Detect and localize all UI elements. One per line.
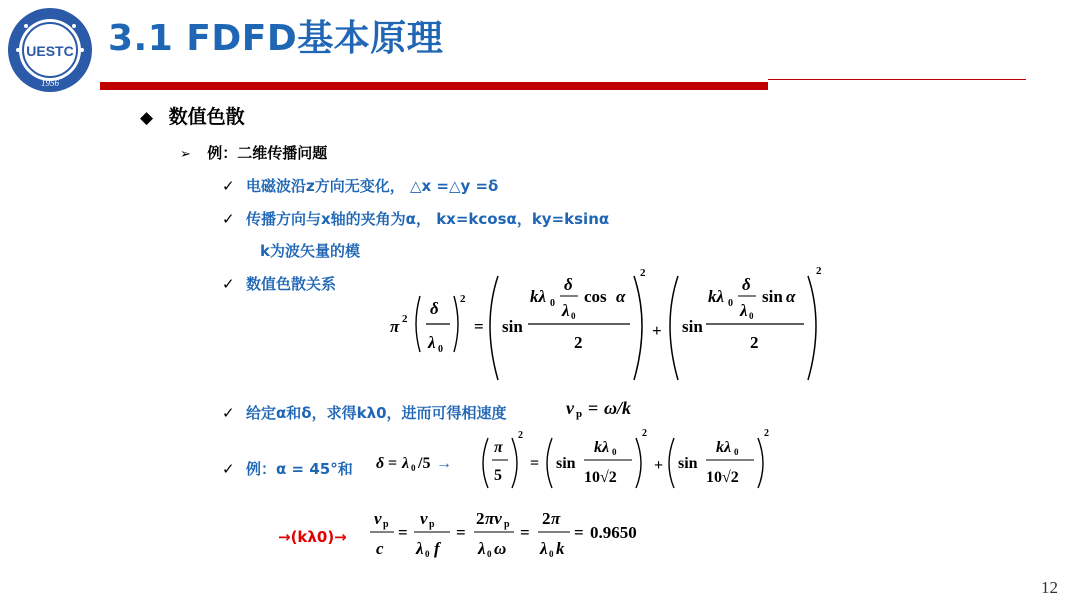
check-item-text: 给定α和δ，求得kλ0，进而可得相速度 [246, 404, 507, 422]
svg-text:p: p [576, 408, 583, 420]
svg-text:10√2: 10√2 [706, 469, 739, 486]
svg-text:α: α [616, 287, 626, 306]
check-icon: ✓ [222, 177, 235, 195]
svg-text:λ: λ [402, 455, 410, 472]
svg-text:π: π [390, 317, 400, 336]
svg-text:0: 0 [549, 549, 554, 559]
check-item-1 [222, 175, 498, 196]
check-item-text: 电磁波沿z方向无变化， △x =△y =δ [246, 177, 499, 195]
svg-text:λ: λ [540, 539, 548, 558]
svg-text:λ: λ [416, 539, 424, 558]
svg-text:δ: δ [376, 455, 385, 472]
logo-year: 1956 [41, 78, 59, 88]
svg-text:cos: cos [584, 287, 607, 306]
svg-text:c: c [376, 539, 384, 558]
svg-text:λ: λ [740, 301, 748, 320]
bullet-level1-text: 数值色散 [168, 106, 245, 128]
svg-text:→: → [436, 455, 452, 472]
svg-text:=: = [474, 317, 484, 336]
svg-text:0: 0 [411, 463, 416, 473]
svg-text:=: = [388, 455, 398, 472]
svg-text:π: π [494, 439, 503, 456]
check-item-4 [222, 402, 507, 423]
check-item-text: k为波矢量的模 [260, 242, 360, 260]
svg-text:0: 0 [612, 447, 617, 457]
slide-title: 3.1 FDFD基本原理 [108, 18, 444, 59]
svg-text:2: 2 [476, 509, 485, 528]
check-item-text: 传播方向与x轴的夹角为α， kx=kcosα，ky=ksinα [246, 210, 610, 228]
svg-text:p: p [504, 519, 510, 530]
example-equation [376, 424, 776, 492]
svg-text:ω/k: ω/k [604, 398, 632, 418]
check-item-2 [222, 208, 609, 229]
svg-text:πv: πv [485, 509, 502, 528]
svg-text:2: 2 [764, 428, 769, 439]
svg-text:=: = [588, 398, 599, 418]
svg-text:0: 0 [487, 549, 492, 559]
bullet-level1 [140, 102, 245, 129]
svg-text:0: 0 [749, 311, 754, 321]
check-item-2-cont [260, 240, 360, 261]
svg-text:α: α [786, 287, 796, 306]
svg-text:2: 2 [642, 428, 647, 439]
svg-text:sin: sin [556, 455, 576, 472]
result-equation [370, 498, 690, 566]
title-rule-thin [768, 79, 1026, 80]
svg-text:0: 0 [425, 549, 430, 559]
svg-text:=: = [530, 455, 540, 472]
svg-text:=: = [456, 523, 466, 542]
svg-text:ω: ω [494, 539, 507, 558]
svg-text:2: 2 [816, 265, 822, 277]
svg-text:=: = [574, 523, 584, 542]
svg-text:0: 0 [571, 311, 576, 321]
svg-text:kλ: kλ [530, 287, 547, 306]
result-value: 0.9650 [590, 523, 637, 542]
svg-text:sin: sin [678, 455, 698, 472]
svg-text:5: 5 [494, 467, 502, 484]
svg-text:sin: sin [502, 317, 523, 336]
check-icon: ✓ [222, 460, 235, 478]
logo-text: UESTC [26, 43, 74, 59]
check-item-text: 例：α = 45°和 [246, 460, 353, 478]
svg-text:/5: /5 [418, 455, 431, 472]
check-item-text: 数值色散关系 [246, 275, 337, 293]
svg-text:2: 2 [640, 267, 646, 279]
svg-text:λ: λ [428, 333, 436, 352]
svg-text:2: 2 [750, 333, 759, 352]
svg-text:sin: sin [682, 317, 703, 336]
svg-text:+: + [652, 321, 662, 340]
svg-text:v: v [566, 398, 574, 418]
svg-text:0: 0 [438, 344, 443, 355]
svg-text:f: f [434, 539, 440, 558]
check-icon: ✓ [222, 210, 235, 228]
svg-text:0: 0 [728, 298, 733, 309]
svg-text:+: + [654, 457, 664, 474]
svg-text:2: 2 [542, 509, 551, 528]
svg-text:kλ: kλ [594, 439, 610, 456]
diamond-bullet-icon: ◆ [140, 108, 154, 128]
svg-text:=: = [520, 523, 530, 542]
university-logo [6, 6, 94, 94]
check-icon: ✓ [222, 275, 235, 293]
svg-text:kλ: kλ [708, 287, 725, 306]
bullet-level2 [180, 142, 327, 163]
svg-text:v: v [420, 509, 428, 528]
svg-text:k: k [556, 539, 565, 558]
check-item-3 [222, 273, 336, 294]
phase-velocity-formula [566, 392, 656, 420]
svg-text:kλ: kλ [716, 439, 732, 456]
svg-text:sin: sin [762, 287, 783, 306]
arrow-bullet-icon: ➢ [180, 147, 191, 162]
title-rule-thick [100, 82, 768, 90]
svg-text:p: p [383, 519, 389, 530]
svg-text:2: 2 [402, 313, 408, 325]
svg-text:λ: λ [562, 301, 570, 320]
svg-text:10√2: 10√2 [584, 469, 617, 486]
check-item-5 [222, 458, 353, 479]
check-icon: ✓ [222, 404, 235, 422]
svg-text:λ: λ [478, 539, 486, 558]
svg-text:2: 2 [460, 293, 466, 305]
bullet-level2-text: 例：二维传播问题 [207, 144, 328, 162]
svg-text:δ: δ [430, 299, 439, 318]
svg-text:δ: δ [564, 275, 573, 294]
svg-text:0: 0 [550, 298, 555, 309]
svg-text:=: = [398, 523, 408, 542]
svg-text:2: 2 [574, 333, 583, 352]
svg-text:v: v [374, 509, 382, 528]
result-label: →(kλ0)→ [278, 528, 347, 546]
svg-text:δ: δ [742, 275, 751, 294]
svg-text:π: π [551, 509, 561, 528]
dispersion-equation [390, 262, 830, 386]
page-number: 12 [1041, 578, 1058, 597]
svg-text:0: 0 [734, 447, 739, 457]
svg-text:2: 2 [518, 430, 523, 441]
svg-text:p: p [429, 519, 435, 530]
